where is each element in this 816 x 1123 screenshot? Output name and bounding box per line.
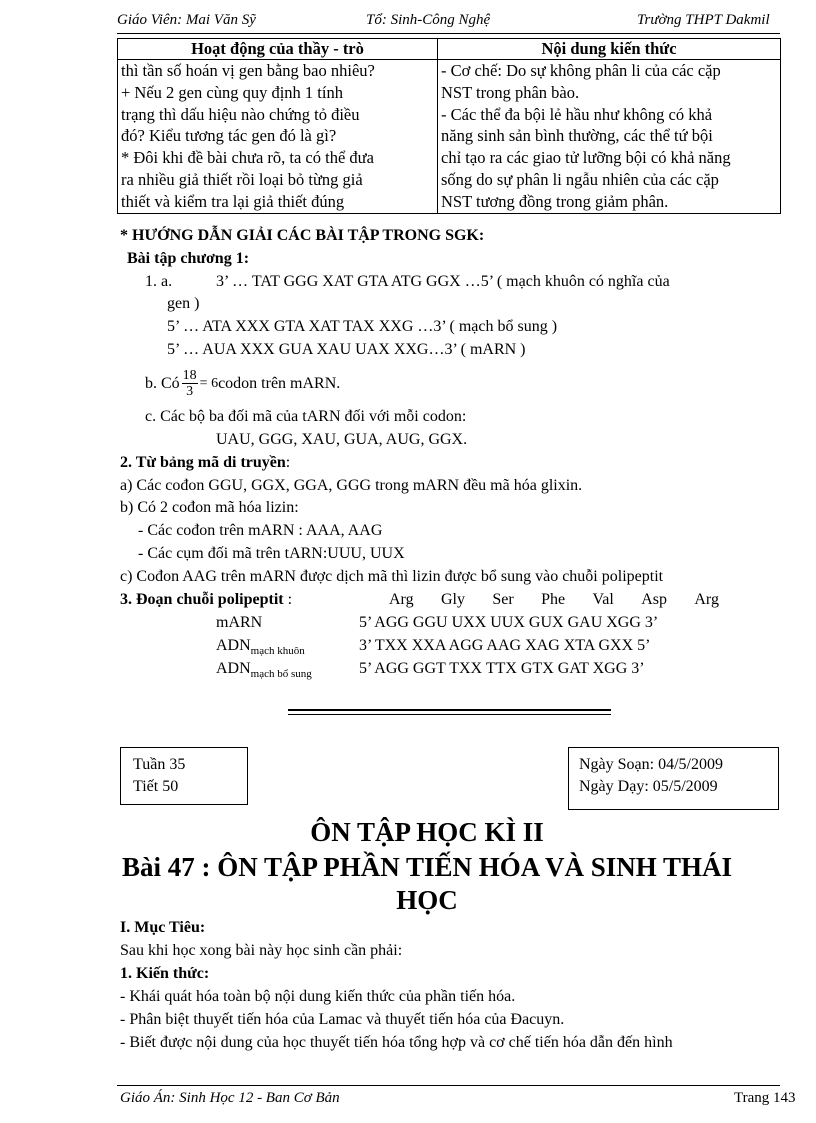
- content-line: - Các thể đa bội lẻ hầu như không có khả: [441, 104, 713, 124]
- content-line: - Cơ chế: Do sự không phân li của các cặp: [441, 61, 721, 80]
- header-school: Trường THPT Dakmil: [637, 12, 770, 28]
- q2b-item: - Các cụm đối mã trên tARN:UUU, UUX: [138, 545, 405, 562]
- objective-item: - Khái quát hóa toàn bộ nội dung kiến thức của phần tiến hóa.: [120, 988, 516, 1005]
- q2c-line: c) Cođon AAG trên mARN được dịch mã thì lizin được bổ sung vào chuỗi polipeptit: [120, 568, 664, 585]
- activity-line: * Đôi khi đề bài chưa rõ, ta có thể đưa: [121, 148, 374, 168]
- section-divider: [288, 709, 611, 711]
- footer-page: Trang 143: [734, 1090, 796, 1106]
- activity-line: ra nhiều giả thiết rồi loại bỏ từng giả: [121, 169, 363, 189]
- activity-line: thiết và kiểm tra lại giả thiết đúng: [121, 191, 345, 211]
- adn-template-label: [216, 636, 305, 661]
- activity-line: trạng thì dấu hiệu nào chứng tỏ điều: [121, 104, 360, 124]
- q1b-line: [145, 368, 340, 399]
- col-activity-header: Hoạt động của thầy - trò: [118, 39, 438, 60]
- fraction-numerator: 18: [182, 368, 197, 383]
- q1a-line: 3’ … TAT GGG XAT GTA ATG GGX …5’ ( mạch khuôn có nghĩa của: [216, 273, 670, 290]
- amino-acid: Val: [592, 591, 614, 608]
- mrna-label: mARN: [216, 614, 263, 631]
- adn-template-label-text: ADN: [216, 637, 251, 654]
- week-period-box: [120, 747, 248, 805]
- period-label: Tiết 50: [133, 778, 179, 795]
- q2-heading: [120, 453, 290, 473]
- activity-cell: [118, 60, 438, 214]
- q1b-equals: = 6: [199, 375, 219, 391]
- adn-complement-label-text: ADN: [216, 660, 251, 677]
- q1a-line: gen ): [167, 295, 200, 312]
- review-title: ÔN TẬP HỌC KÌ II: [310, 817, 544, 847]
- q2-heading-text: 2. Từ bảng mã di truyền: [120, 454, 286, 471]
- q2a-line: a) Các cođon GGU, GGX, GGA, GGG trong mARN đều mã hóa glixin.: [120, 477, 583, 494]
- amino-acid: Ser: [492, 591, 514, 608]
- content-line: NST trong phân bào.: [441, 82, 580, 102]
- adn-complement-label: [216, 659, 312, 684]
- mrna-sequence: 5’ AGG GGU UXX UUX GUX GAU XGG 3’: [359, 614, 659, 631]
- objectives-intro: Sau khi học xong bài này học sinh cần phải:: [120, 942, 403, 959]
- adn-template-sequence: 3’ TXX XXA AGG AAG XAG XTA GXX 5’: [359, 637, 651, 654]
- q1a-line: 5’ … ATA XXX GTA XAT TAX XXG …3’ ( mạch bổ sung ): [167, 318, 558, 335]
- amino-acid: Phe: [541, 591, 566, 608]
- adn-complement-subscript: mạch bổ sung: [250, 668, 312, 680]
- header-rule: [117, 33, 780, 34]
- content-line: sống do sự phân li ngẫu nhiên của các cặp: [441, 169, 719, 189]
- footer-left: Giáo Án: Sinh Học 12 - Ban Cơ Bản: [120, 1090, 340, 1106]
- taught-date: Ngày Dạy: 05/5/2009: [579, 778, 718, 795]
- adn-template-subscript: mạch khuôn: [250, 645, 305, 657]
- footer-rule: [117, 1085, 780, 1086]
- amino-acid-row: [389, 590, 719, 610]
- lesson-title-cont: HỌC: [396, 885, 458, 915]
- q2b-item: - Các cođon trên mARN : AAA, AAG: [138, 522, 383, 539]
- content-line: năng sinh sản bình thường, các thể tứ bội: [441, 126, 713, 146]
- activity-line: + Nếu 2 gen cùng quy định 1 tính: [121, 82, 343, 102]
- col-content-header: Nội dung kiến thức: [438, 39, 781, 60]
- objective-item: - Phân biệt thuyết tiến hóa của Lamac và thuyết tiến hóa của Đacuyn.: [120, 1011, 565, 1028]
- q1a-label: 1. a.: [145, 273, 173, 290]
- objectives-heading: I. Mục Tiêu:: [120, 919, 206, 936]
- activity-line: thì tần số hoán vị gen bằng bao nhiêu?: [121, 61, 375, 80]
- lesson-title: Bài 47 : ÔN TẬP PHẦN TIẾN HÓA VÀ SINH THÁI: [121, 852, 733, 882]
- content-cell: [438, 60, 781, 214]
- q3-heading-colon: :: [287, 591, 293, 608]
- sgk-heading: * HƯỚNG DẪN GIẢI CÁC BÀI TẬP TRONG SGK:: [120, 227, 485, 244]
- q1b-suffix: codon trên mARN.: [218, 374, 341, 392]
- content-line: chỉ tạo ra các giao tử lưỡng bội có khả năng: [441, 148, 731, 168]
- header-department: Tổ: Sinh-Công Nghệ: [366, 12, 491, 28]
- q1c-line: c. Các bộ ba đối mã của tARN đối với mỗi codon:: [145, 408, 467, 425]
- content-line: NST tương đồng trong giảm phân.: [441, 191, 669, 211]
- amino-acid: Gly: [440, 591, 465, 608]
- amino-acid: Arg: [694, 591, 719, 608]
- objective-item: - Biết được nội dung của học thuyết tiến hóa tổng hợp và cơ chế tiến hóa dẫn đến hình: [120, 1034, 673, 1051]
- q1b-prefix: b. Có: [145, 374, 180, 392]
- lesson-activity-table: [117, 38, 781, 214]
- activity-line: đó? Kiểu tương tác gen đó là gì?: [121, 126, 337, 146]
- date-box: [568, 747, 779, 810]
- week-label: Tuần 35: [133, 756, 186, 773]
- section-divider-thin: [288, 714, 611, 715]
- amino-acid: Asp: [641, 591, 667, 608]
- adn-complement-sequence: 5’ AGG GGT TXX TTX GTX GAT XGG 3’: [359, 660, 645, 677]
- q3-heading: [120, 590, 292, 610]
- q3-heading-text: 3. Đoạn chuỗi polipeptit: [120, 591, 284, 608]
- q1c-codons: UAU, GGG, XAU, GUA, AUG, GGX.: [216, 431, 468, 448]
- q1a-line: 5’ … AUA XXX GUA XAU UAX XXG…3’ ( mARN ): [167, 341, 526, 358]
- fraction-denominator: 3: [186, 384, 194, 399]
- q2-heading-colon: :: [285, 454, 291, 471]
- amino-acid: Arg: [389, 591, 414, 608]
- header-teacher: Giáo Viên: Mai Văn Sỹ: [117, 12, 256, 28]
- q2b-line: b) Có 2 cođon mã hóa lizin:: [120, 499, 299, 516]
- knowledge-heading: 1. Kiến thức:: [120, 965, 210, 982]
- chapter-heading: Bài tập chương 1:: [127, 250, 250, 267]
- prepared-date: Ngày Soạn: 04/5/2009: [579, 756, 723, 773]
- fraction: [182, 368, 198, 399]
